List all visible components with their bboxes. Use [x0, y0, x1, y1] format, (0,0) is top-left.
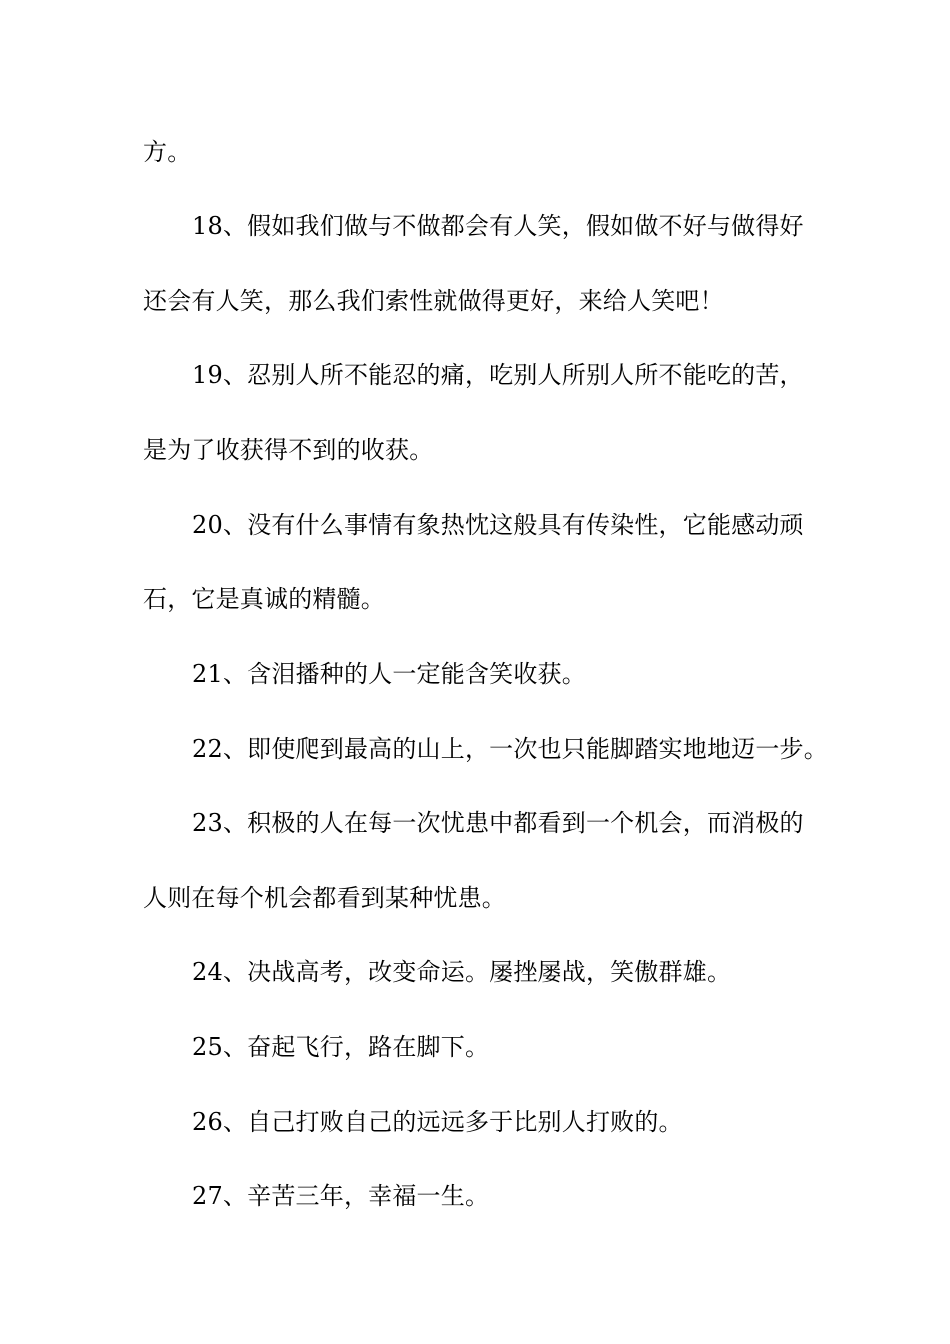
- quote-18-line-1: 18、假如我们做与不做都会有人笑，假如做不好与做得好: [192, 212, 804, 240]
- text-line-continuation: 方。: [143, 138, 192, 166]
- quote-26: 26、自己打败自己的远远多于比别人打败的。: [192, 1108, 683, 1136]
- quote-24: 24、决战高考，改变命运。屡挫屡战，笑傲群雄。: [192, 958, 732, 986]
- quote-20-line-1: 20、没有什么事情有象热忱这般具有传染性，它能感动顽: [192, 511, 804, 539]
- quote-23-line-1: 23、积极的人在每一次忧患中都看到一个机会，而消极的: [192, 809, 804, 837]
- quote-19-line-1: 19、忍别人所不能忍的痛，吃别人所别人所不能吃的苦，: [192, 361, 804, 389]
- quote-18-line-2: 还会有人笑，那么我们索性就做得更好，来给人笑吧！: [143, 287, 724, 315]
- quote-19-line-2: 是为了收获得不到的收获。: [143, 436, 434, 464]
- quote-22: 22、即使爬到最高的山上，一次也只能脚踏实地地迈一步。: [192, 735, 828, 763]
- quote-23-line-2: 人则在每个机会都看到某种忧患。: [143, 884, 506, 912]
- quote-25: 25、奋起飞行，路在脚下。: [192, 1033, 490, 1061]
- quote-21: 21、含泪播种的人一定能含笑收获。: [192, 660, 586, 688]
- quote-20-line-2: 石，它是真诚的精髓。: [143, 585, 385, 613]
- quote-27: 27、辛苦三年，幸福一生。: [192, 1182, 490, 1210]
